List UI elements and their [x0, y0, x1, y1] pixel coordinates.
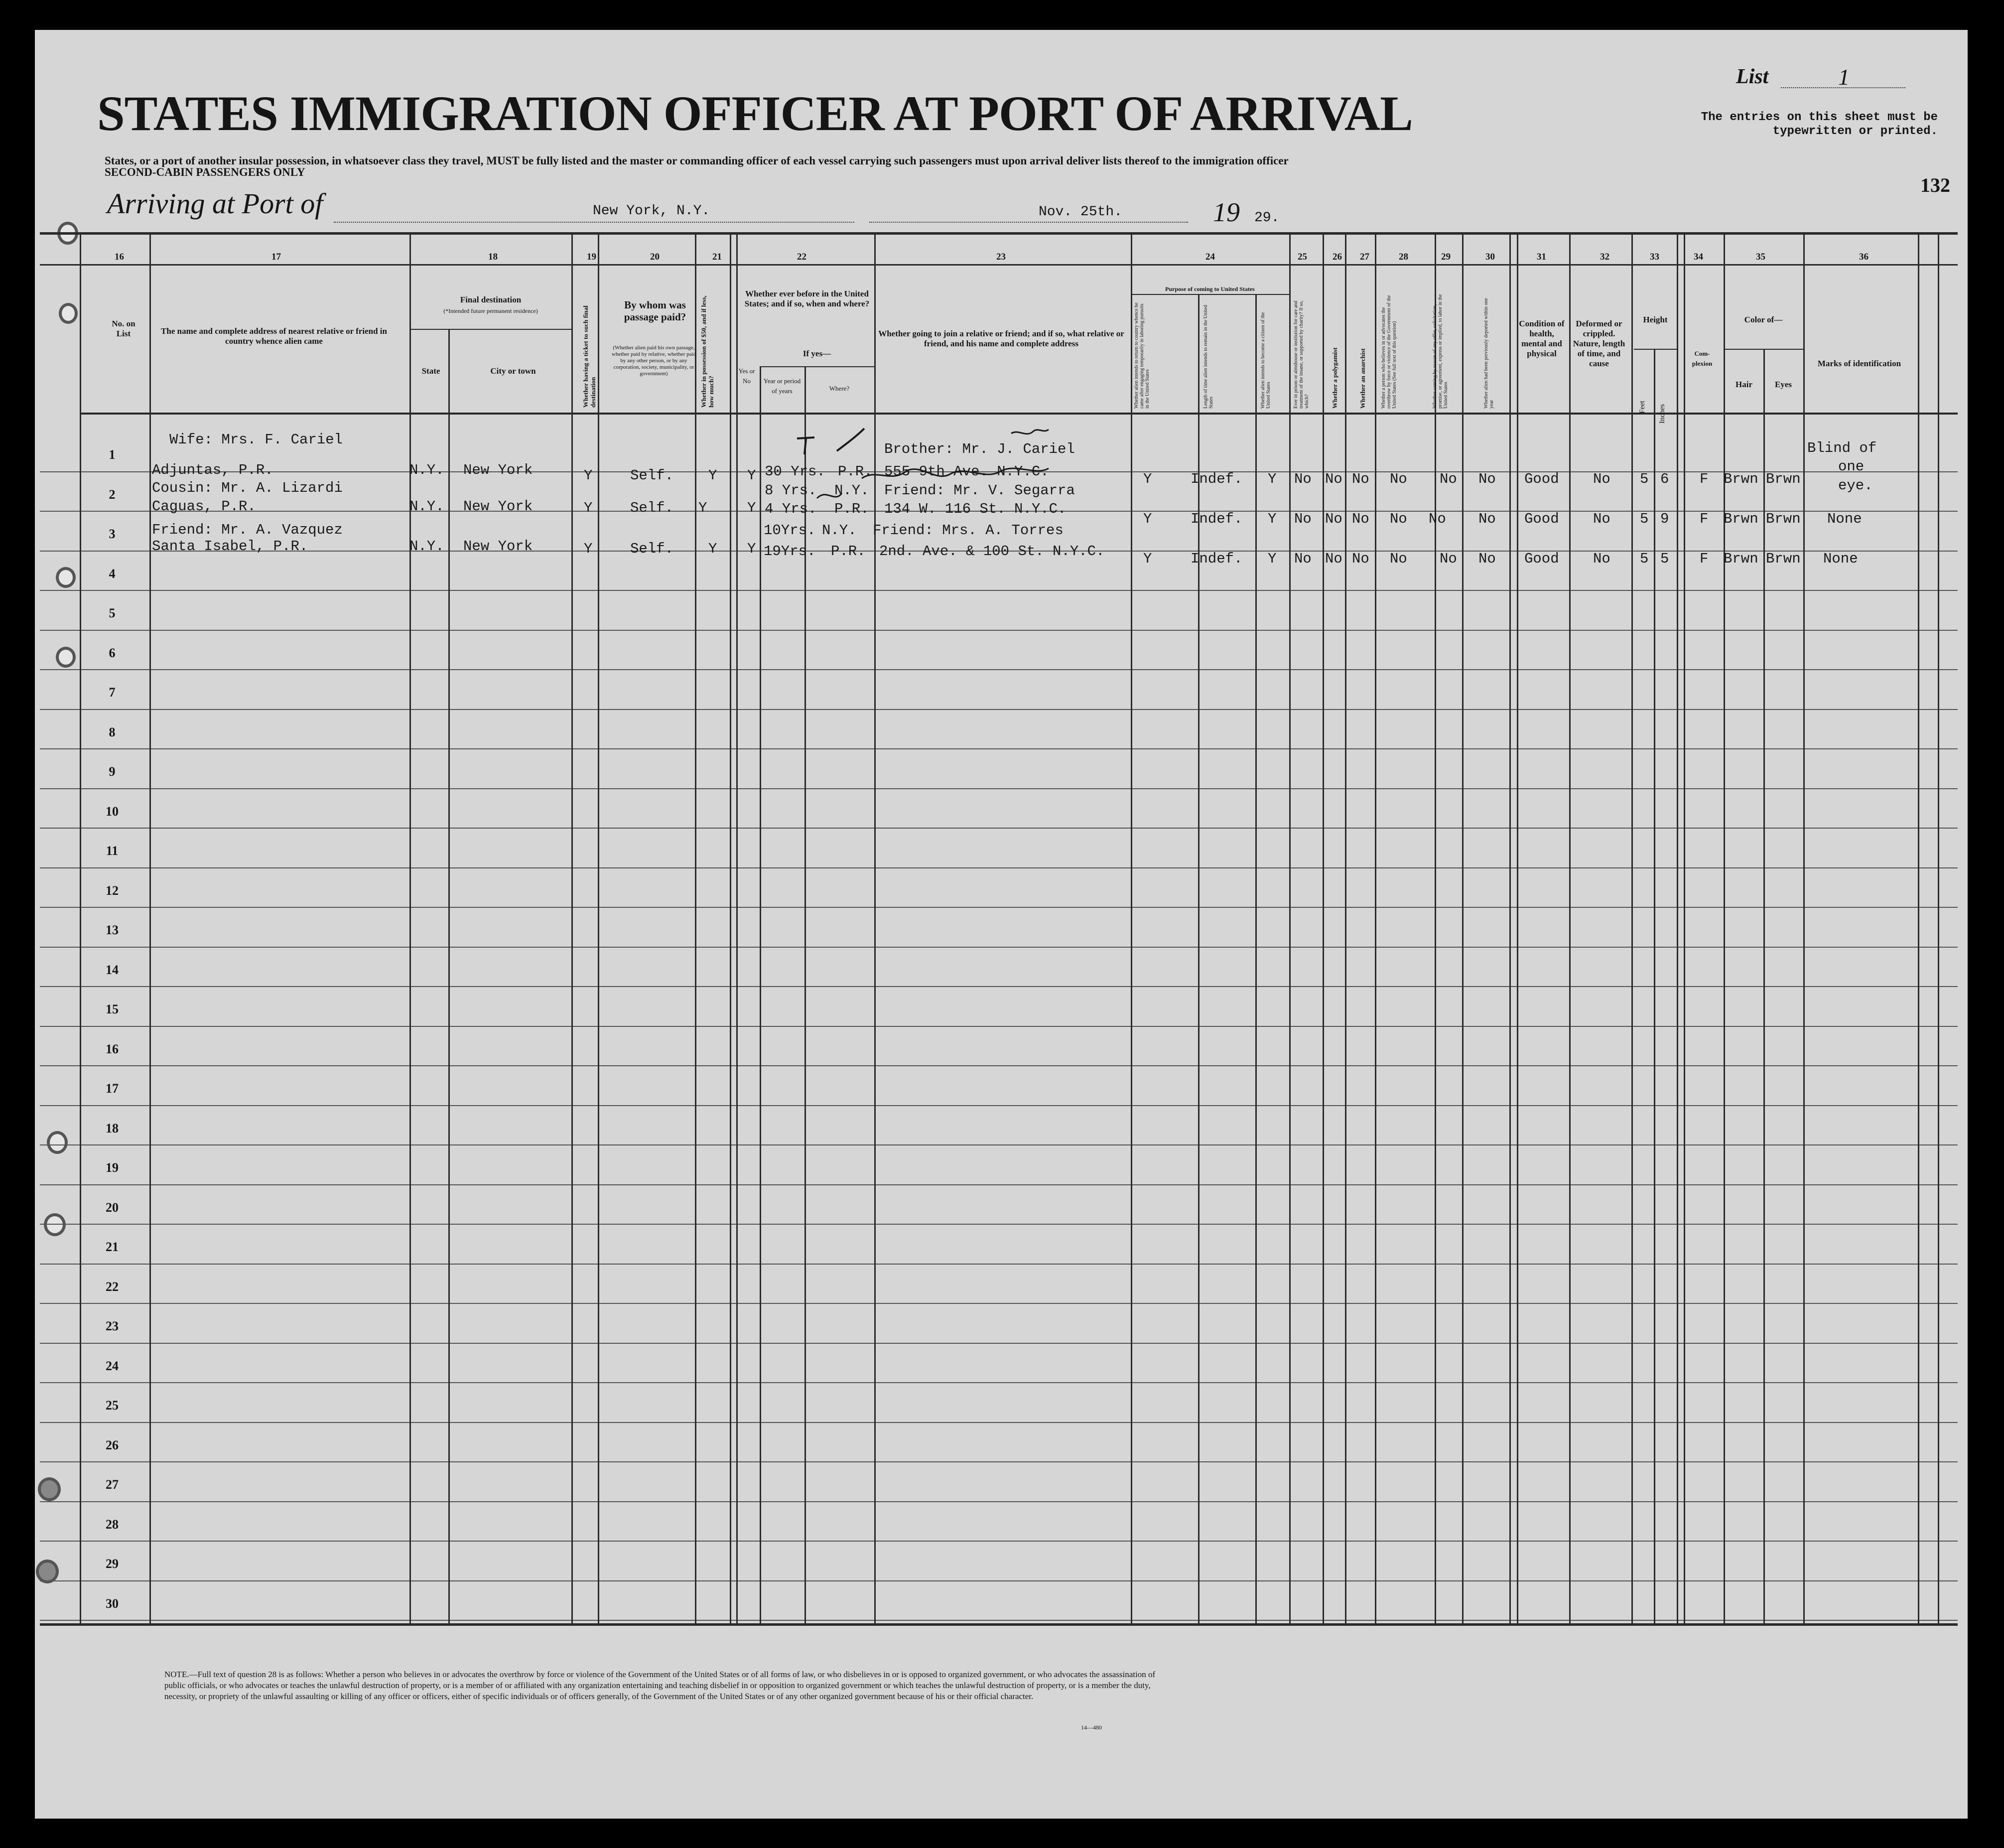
row-rule — [40, 590, 1958, 591]
row1-health: Good — [1524, 471, 1559, 487]
date-value: Nov. 25th. — [1039, 204, 1123, 220]
punch-hole — [38, 1477, 61, 1501]
column-rule — [1198, 294, 1200, 1624]
table-bottom-rule — [40, 1623, 1958, 1626]
row-number: 21 — [106, 1240, 119, 1254]
row2-complexion: F — [1700, 511, 1709, 527]
header-money: Whether in possession of $50, and if less, how much? — [700, 295, 715, 408]
row-rule — [40, 1105, 1958, 1106]
row3-length: Indef. — [1191, 551, 1243, 567]
header-purpose-length: Length of time alien intends to remain in the United States — [1203, 304, 1214, 409]
column-rule — [1938, 234, 1939, 1624]
row3-money: Y — [708, 541, 717, 557]
col-num-35: 35 — [1756, 252, 1765, 262]
row2-period-1: 8 Yrs. — [765, 482, 817, 499]
row1-state: N.Y. — [409, 462, 444, 478]
list-label: List — [1736, 65, 1769, 88]
row-number: 11 — [106, 844, 119, 858]
row-number: 3 — [109, 527, 116, 541]
header-passage-paid-note: (Whether alien paid his own passage, whether paid by relative, whether paid by any other person, or by any corporation, society, municipality, or government) — [611, 345, 696, 377]
column-rule — [1677, 234, 1678, 1624]
col-num-20: 20 — [650, 252, 660, 262]
row3-complexion: F — [1700, 551, 1709, 567]
row-rule — [40, 1026, 1958, 1027]
row3-relative-line1: Friend: Mr. A. Vazquez — [152, 522, 343, 538]
row-number: 28 — [106, 1517, 119, 1532]
row3-overthrow: No — [1390, 551, 1407, 567]
header-deformed: Deformed or crippled. Nature, length of time, and cause — [1573, 319, 1625, 368]
height-rule — [1634, 349, 1677, 350]
row-number: 19 — [106, 1160, 119, 1175]
row2-join-line1: Friend: Mr. V. Segarra — [884, 482, 1075, 499]
row3-polygamist: No — [1325, 551, 1342, 567]
column-rule — [1631, 234, 1633, 1624]
row-rule — [40, 947, 1958, 948]
col-num-25: 25 — [1298, 252, 1307, 262]
column-rule — [1345, 234, 1346, 1624]
row2-city: New York — [463, 498, 533, 515]
column-rule — [1918, 234, 1919, 1624]
row3-ticket: Y — [584, 541, 593, 557]
row-number: 14 — [106, 963, 119, 977]
column-rule — [730, 234, 731, 1624]
header-final-destination-note: (*Intended future permanent residence) — [443, 307, 538, 314]
row1-relative-line2: Adjuntas, P.R. — [152, 462, 273, 478]
col-num-28: 28 — [1399, 252, 1408, 262]
header-inches: Inches — [1658, 404, 1666, 424]
row2-before-yes: Y — [747, 500, 756, 516]
row3-state: N.Y. — [409, 538, 444, 555]
col-num-22: 22 — [797, 252, 806, 262]
header-going-to-join: Whether going to join a relative or friend; and if so, what relative or friend, and his name and complete address — [878, 329, 1124, 348]
header-passage-paid: By whom was passage paid? — [624, 299, 686, 323]
header-ticket: Whether having a ticket to such final destination — [582, 305, 597, 408]
header-if-yes: If yes— — [802, 349, 831, 358]
row3-before-yes: Y — [747, 541, 756, 557]
row-rule — [40, 1382, 1958, 1383]
row-number: 23 — [106, 1319, 119, 1333]
row-number: 30 — [106, 1596, 119, 1611]
col-num-18: 18 — [488, 252, 498, 262]
row1-complexion: F — [1700, 471, 1709, 487]
header-city: City or town — [490, 366, 536, 376]
row-number: 1 — [109, 447, 116, 462]
row1-feet: 5 — [1640, 471, 1649, 487]
header-prison: Ever in prison or almshouse or institution for care and treatment of the insane, or supported by charity? If so, which? — [1293, 300, 1310, 409]
header-height: Height — [1643, 315, 1668, 324]
row1-relative-line1: Wife: Mrs. F. Cariel — [169, 431, 343, 448]
row-rule — [40, 907, 1958, 908]
row1-contract: No — [1440, 471, 1457, 487]
header-contract-labor: Whether coming by reason of any offer, solicitation, promise, or agreement, express or implied, to labor in the United States — [1432, 294, 1449, 409]
row2-health: Good — [1524, 511, 1559, 527]
col-num-19: 19 — [587, 252, 596, 262]
row-rule — [40, 1461, 1958, 1462]
column-rule — [1255, 294, 1257, 1624]
column-rule — [1569, 234, 1571, 1624]
row2-polygamist: No — [1325, 511, 1342, 527]
port-dotted-line — [334, 222, 854, 223]
column-rule — [1131, 234, 1132, 1624]
row3-period-1: 10Yrs. — [764, 522, 816, 539]
row-number: 10 — [106, 804, 119, 819]
row-number: 16 — [106, 1042, 119, 1056]
row-number: 22 — [106, 1279, 119, 1294]
row-rule — [40, 1184, 1958, 1185]
row3-prison: No — [1294, 551, 1312, 567]
row1-inches: 6 — [1660, 471, 1669, 487]
row3-citizen: Y — [1268, 551, 1277, 567]
row3-paid-by: Self. — [630, 541, 674, 557]
row-number: 25 — [106, 1398, 119, 1413]
row-number: 24 — [106, 1359, 119, 1373]
col-num-31: 31 — [1537, 252, 1546, 262]
page-number: 132 — [1920, 174, 1950, 196]
row3-city: New York — [463, 538, 533, 555]
row-rule — [40, 828, 1958, 829]
row3-relative-line2: Santa Isabel, P.R. — [152, 538, 308, 555]
row2-length: Indef. — [1191, 511, 1243, 527]
row-rule — [40, 788, 1958, 789]
row2-marks-1: None — [1827, 511, 1862, 527]
row3-marks-1: None — [1823, 551, 1858, 567]
row1-marks-3: eye. — [1838, 477, 1873, 494]
column-rule — [1435, 234, 1436, 1624]
row1-deported: No — [1478, 471, 1496, 487]
row1-ticket: Y — [584, 467, 593, 484]
header-bottom-rule — [80, 413, 1958, 415]
list-number: 1 — [1838, 64, 1850, 90]
row-rule — [40, 1580, 1958, 1581]
punch-hole — [47, 1131, 68, 1154]
row2-hair: Brwn — [1724, 511, 1758, 527]
row-rule — [40, 1541, 1958, 1542]
table-top-rule — [40, 232, 1958, 235]
footer-note: NOTE.—Full text of question 28 is as follows: Whether a person who believes in or advocates the overthrow by force or violence of the Government of the United States or of all forms of law, or who disbelieves in or is opposed to organized government, or who advocates the assassination of public officials, or who advocates or teaches the unlawful destruction of property, or is a member of or affiliated with any organization entertaining and teaching disbelief in or opposition to organized government or which teaches the unlawful destruction of property, or is a member the duty, necessity, or propriety of the unlawful assaulting or killing of any officer or officers, either of specific individuals or of officers generally, of the Government of the United States or of any other organized government because of his or their official character. — [164, 1670, 1156, 1701]
header-deported: Whether alien had been previously deported within one year — [1483, 298, 1494, 409]
footer-form-number: 14—480 — [1081, 1724, 1102, 1731]
row1-join-line2: 555 9th Ave. N.Y.C. — [884, 463, 1049, 480]
col-num-17: 17 — [271, 252, 281, 262]
row1-period-1: 30 Yrs. — [765, 463, 825, 480]
row2-ticket: Y — [584, 500, 593, 516]
row2-anarchist: No — [1352, 511, 1369, 527]
row2-money: Y — [698, 500, 707, 516]
header-final-destination: Final destination — [460, 295, 522, 304]
year-prefix: 19 — [1213, 197, 1240, 227]
col-num-34: 34 — [1694, 252, 1703, 262]
row-number: 6 — [109, 646, 116, 660]
column-rule — [149, 234, 151, 1624]
column-rule — [571, 234, 573, 1624]
column-rule — [1462, 234, 1464, 1624]
row3-return: Y — [1143, 551, 1152, 567]
row2-where-2: P.R. — [834, 501, 869, 517]
header-health: Condition of health, mental and physical — [1519, 319, 1565, 358]
row-number: 4 — [109, 567, 116, 581]
row-rule — [40, 1224, 1958, 1225]
column-rule — [1517, 234, 1518, 1624]
row-number: 2 — [109, 487, 116, 502]
row1-eyes: Brwn — [1766, 471, 1801, 487]
header-before-in-us: Whether ever before in the United States; and if so, when and where? — [744, 289, 870, 308]
row2-relative-line2: Caguas, P.R. — [152, 498, 256, 515]
header-yes-no: Yes or No — [738, 367, 755, 385]
col-num-23: 23 — [996, 252, 1006, 262]
row2-deported: No — [1478, 511, 1496, 527]
header-purpose-return: Whether alien intends to return to country whence he came after engaging temporarily in laboring pursuits in the United States — [1134, 302, 1150, 409]
row3-hair: Brwn — [1724, 551, 1758, 567]
column-rule — [1763, 349, 1765, 1624]
row1-return: Y — [1143, 471, 1152, 487]
col-num-16: 16 — [115, 252, 124, 262]
row1-prison: No — [1294, 471, 1312, 487]
row-rule — [40, 669, 1958, 670]
row2-return: Y — [1143, 511, 1152, 527]
header-nearest-relative: The name and complete address of nearest relative or friend in country whence alien came — [161, 326, 387, 346]
row1-before-yes: Y — [747, 467, 756, 484]
row3-anarchist: No — [1352, 551, 1369, 567]
row2-feet: 5 — [1640, 511, 1649, 527]
punch-hole — [59, 303, 78, 324]
column-number-rule — [40, 264, 1958, 266]
date-dotted-line — [869, 222, 1188, 223]
column-rule — [1509, 234, 1511, 1624]
row3-period-2: 19Yrs. — [764, 543, 816, 560]
arriving-label: Arriving at Port of — [107, 187, 323, 220]
header-overthrow: Whether a person who believes in or advocates the overthrow by force or violence of the Government of the United States (See full text of this question) — [1381, 295, 1397, 409]
row1-join-line1: Brother: Mr. J. Cariel — [884, 441, 1075, 457]
row-number: 12 — [106, 883, 119, 898]
cabin-class: SECOND-CABIN PASSENGERS ONLY — [105, 166, 305, 178]
row1-money: Y — [708, 467, 717, 484]
row3-deformed: No — [1593, 551, 1610, 567]
header-purpose-citizen: Whether alien intends to become a citizen of the United States — [1260, 312, 1271, 409]
row-rule — [40, 1065, 1958, 1066]
row-rule — [40, 1501, 1958, 1502]
row3-contract: No — [1440, 551, 1457, 567]
column-rule — [1323, 234, 1324, 1624]
row3-feet: 5 — [1640, 551, 1649, 567]
row2-overthrow: No — [1390, 511, 1407, 527]
row1-where-1: P.R. — [838, 463, 873, 480]
row2-eyes: Brwn — [1766, 511, 1801, 527]
header-polygamist: Whether a polygamist — [1331, 347, 1338, 409]
row-rule — [40, 986, 1958, 987]
header-feet: Feet — [1638, 401, 1646, 414]
year-suffix: 29. — [1254, 210, 1280, 226]
row-number: 7 — [109, 685, 116, 700]
col-num-21: 21 — [712, 252, 722, 262]
row1-citizen: Y — [1268, 471, 1277, 487]
port-value: New York, N.Y. — [593, 203, 710, 219]
header-no-on-list: No. on List — [112, 319, 135, 338]
row2-prison: No — [1294, 511, 1312, 527]
if-yes-rule — [760, 366, 874, 367]
page-title: STATES IMMIGRATION OFFICER AT PORT OF ARRIVAL — [97, 86, 1413, 141]
row-rule — [40, 867, 1958, 868]
header-color-of: Color of— — [1744, 315, 1783, 324]
row-number: 17 — [106, 1081, 119, 1096]
header-purpose: Purpose of coming to United States — [1165, 285, 1255, 292]
header-period: Year or period of years — [763, 377, 801, 395]
column-rule — [1375, 234, 1376, 1624]
col-num-33: 33 — [1650, 252, 1659, 262]
row-number: 8 — [109, 725, 116, 739]
punch-hole — [56, 567, 76, 588]
header-state: State — [421, 366, 440, 376]
header-hair: Hair — [1736, 380, 1752, 389]
row3-join-line1: Friend: Mrs. A. Torres — [873, 522, 1064, 539]
col-num-30: 30 — [1485, 252, 1495, 262]
header-complexion: Com-plexion — [1692, 350, 1713, 367]
row-rule — [40, 1264, 1958, 1265]
row-number: 20 — [106, 1200, 119, 1215]
row-rule — [40, 1303, 1958, 1304]
row3-where-1: N.Y. — [822, 522, 857, 539]
row1-hair: Brwn — [1724, 471, 1758, 487]
column-rule — [1654, 349, 1655, 1624]
row2-period-2: 4 Yrs. — [765, 501, 817, 517]
subtitle-line: States, or a port of another insular possession, in whatsoever class they travel, MUST be fully listed and the master or commanding officer of each vessel carrying such passengers must upon arrival deliver lists thereof to the immigration officer — [105, 154, 1289, 167]
col-num-27: 27 — [1360, 252, 1369, 262]
col-num-29: 29 — [1441, 252, 1451, 262]
row1-polygamist: No — [1325, 471, 1342, 487]
row1-overthrow: No — [1390, 471, 1407, 487]
row2-relative-line1: Cousin: Mr. A. Lizardi — [152, 480, 343, 496]
row-number: 9 — [109, 764, 116, 779]
column-rule — [80, 234, 81, 1624]
col-num-24: 24 — [1205, 252, 1215, 262]
row-number: 27 — [106, 1477, 119, 1492]
final-destination-rule — [409, 329, 571, 330]
column-rule — [598, 234, 599, 1624]
row-number: 18 — [106, 1121, 119, 1136]
row3-where-2: P.R. — [831, 543, 866, 560]
row-rule — [40, 748, 1958, 749]
punch-hole — [36, 1560, 59, 1583]
column-rule — [409, 234, 411, 1624]
row-rule — [40, 1343, 1958, 1344]
row2-deformed: No — [1593, 511, 1610, 527]
row-number: 26 — [106, 1438, 119, 1452]
row-number: 5 — [109, 606, 116, 620]
punch-hole — [44, 1213, 66, 1236]
row-rule — [40, 709, 1958, 710]
header-eyes: Eyes — [1775, 380, 1792, 389]
row1-length: Indef. — [1191, 471, 1243, 487]
header-where: Where? — [829, 385, 850, 392]
handwritten-annotations — [777, 424, 1126, 553]
row-rule — [40, 630, 1958, 631]
row-number: 13 — [106, 923, 119, 937]
row1-anarchist: No — [1352, 471, 1369, 487]
row3-eyes: Brwn — [1766, 551, 1801, 567]
col-num-36: 36 — [1859, 252, 1869, 262]
column-rule — [1724, 234, 1725, 1624]
row3-deported: No — [1478, 551, 1496, 567]
header-anarchist: Whether an anarchist — [1359, 348, 1366, 409]
row-rule — [40, 1620, 1958, 1621]
row2-contract: No — [1429, 511, 1446, 527]
row1-marks-2: one — [1838, 458, 1865, 475]
column-rule — [1684, 234, 1685, 1624]
column-rule — [448, 329, 450, 1624]
instructions-text: The entries on this sheet must be typewritten or printed. — [1701, 111, 1938, 138]
row3-inches: 5 — [1660, 551, 1669, 567]
column-rule — [695, 234, 696, 1624]
row3-health: Good — [1524, 551, 1559, 567]
row1-marks-1: Blind of — [1807, 440, 1877, 456]
header-marks: Marks of identification — [1817, 359, 1901, 368]
row1-paid-by: Self. — [630, 467, 674, 484]
row2-paid-by: Self. — [630, 500, 674, 516]
column-rule — [1803, 234, 1805, 1624]
col-num-32: 32 — [1600, 252, 1609, 262]
row2-where-1: N.Y. — [834, 482, 869, 499]
row2-join-line2: 134 W. 116 St. N.Y.C. — [884, 501, 1067, 517]
row-number: 29 — [106, 1557, 119, 1571]
col-num-26: 26 — [1333, 252, 1342, 262]
row1-deformed: No — [1593, 471, 1610, 487]
row1-city: New York — [463, 462, 533, 478]
row2-state: N.Y. — [409, 498, 444, 515]
punch-hole — [56, 647, 76, 668]
row-number: 15 — [106, 1002, 119, 1016]
column-rule — [1289, 234, 1291, 1624]
column-rule — [760, 366, 761, 1624]
row2-inches: 9 — [1660, 511, 1669, 527]
row3-join-line2: 2nd. Ave. & 100 St. N.Y.C. — [879, 543, 1105, 560]
purpose-rule — [1131, 294, 1289, 295]
column-rule — [736, 234, 738, 1624]
row2-citizen: Y — [1268, 511, 1277, 527]
row-rule — [40, 1422, 1958, 1423]
row-rule — [40, 1144, 1958, 1145]
